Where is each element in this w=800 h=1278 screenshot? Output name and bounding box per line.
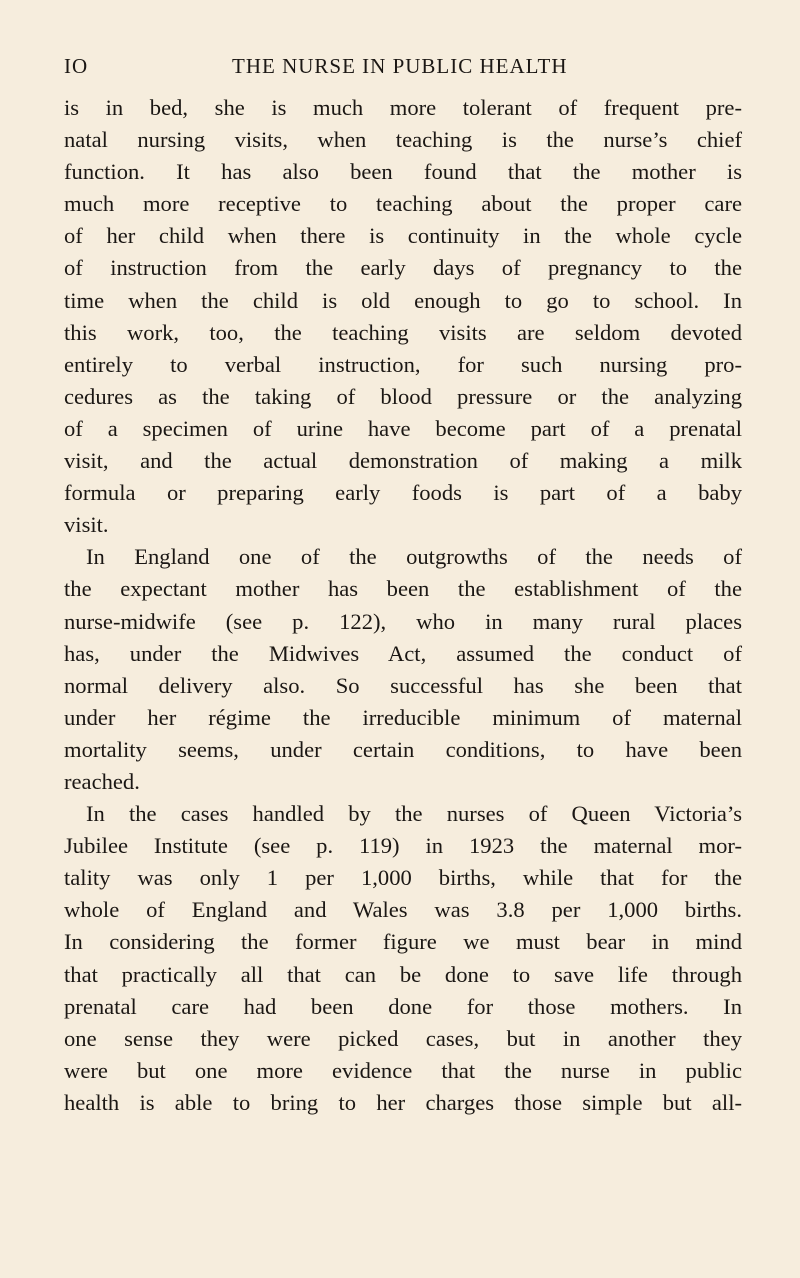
body-text bbox=[64, 92, 742, 1119]
running-head bbox=[64, 52, 742, 92]
text-line: health is able to bring to her charges those simple but all- bbox=[64, 1089, 742, 1115]
text-line: visit, and the actual demonstration of making a milk bbox=[64, 448, 742, 474]
text-line: is in bed, she is much more tolerant of frequent pre- bbox=[64, 95, 742, 120]
text-line: that practically all that can be done to save life through bbox=[64, 961, 742, 987]
text-line: of her child when there is continuity in the whole cycle bbox=[64, 223, 742, 249]
running-head-title: THE NURSE IN PUBLIC HEALTH bbox=[232, 54, 568, 78]
text-line: time when the child is old enough to go to school. In bbox=[64, 287, 742, 313]
text-line: visit. bbox=[64, 512, 109, 538]
text-line: natal nursing visits, when teaching is the nurse’s chief bbox=[64, 127, 742, 153]
text-line: entirely to verbal instruction, for such nursing pro- bbox=[64, 351, 742, 377]
page-number: IO bbox=[64, 54, 89, 78]
paragraph-1 bbox=[64, 92, 742, 541]
text-line: much more receptive to teaching about the proper care bbox=[64, 191, 742, 217]
text-line: nurse-midwife (see p. 122), who in many rural places bbox=[64, 608, 742, 634]
text-line: In England one of the outgrowths of the needs of bbox=[86, 544, 742, 570]
text-line: one sense they were picked cases, but in another they bbox=[64, 1025, 742, 1051]
text-line: has, under the Midwives Act, assumed the conduct of bbox=[64, 640, 742, 666]
text-line: of instruction from the early days of pregnancy to the bbox=[64, 255, 742, 281]
text-line: Jubilee Institute (see p. 119) in 1923 the maternal mor- bbox=[64, 833, 742, 859]
text-line: tality was only 1 per 1,000 births, while that for the bbox=[64, 865, 742, 891]
text-line: In the cases handled by the nurses of Queen Victoria’s bbox=[86, 801, 742, 827]
book-page bbox=[64, 52, 742, 1119]
text-line: of a specimen of urine have become part of a prenatal bbox=[64, 415, 742, 441]
paragraph-3 bbox=[64, 798, 742, 1119]
text-line: In considering the former figure we must bear in mind bbox=[64, 929, 742, 955]
text-line: this work, too, the teaching visits are seldom devoted bbox=[64, 319, 742, 345]
text-line: were but one more evidence that the nurse in public bbox=[64, 1057, 742, 1083]
text-line: function. It has also been found that the mother is bbox=[64, 159, 742, 185]
text-line: prenatal care had been done for those mothers. In bbox=[64, 993, 742, 1019]
text-line: under her régime the irreducible minimum of maternal bbox=[64, 704, 742, 730]
text-line: the expectant mother has been the establishment of the bbox=[64, 576, 742, 602]
text-line: cedures as the taking of blood pressure or the analyzing bbox=[64, 383, 742, 409]
paragraph-2 bbox=[64, 541, 742, 798]
text-line: whole of England and Wales was 3.8 per 1,000 births. bbox=[64, 897, 742, 923]
text-line: formula or preparing early foods is part of a baby bbox=[64, 480, 742, 506]
text-line: normal delivery also. So successful has she been that bbox=[64, 672, 742, 698]
text-line: mortality seems, under certain conditions, to have been bbox=[64, 736, 742, 762]
text-line: reached. bbox=[64, 768, 140, 794]
